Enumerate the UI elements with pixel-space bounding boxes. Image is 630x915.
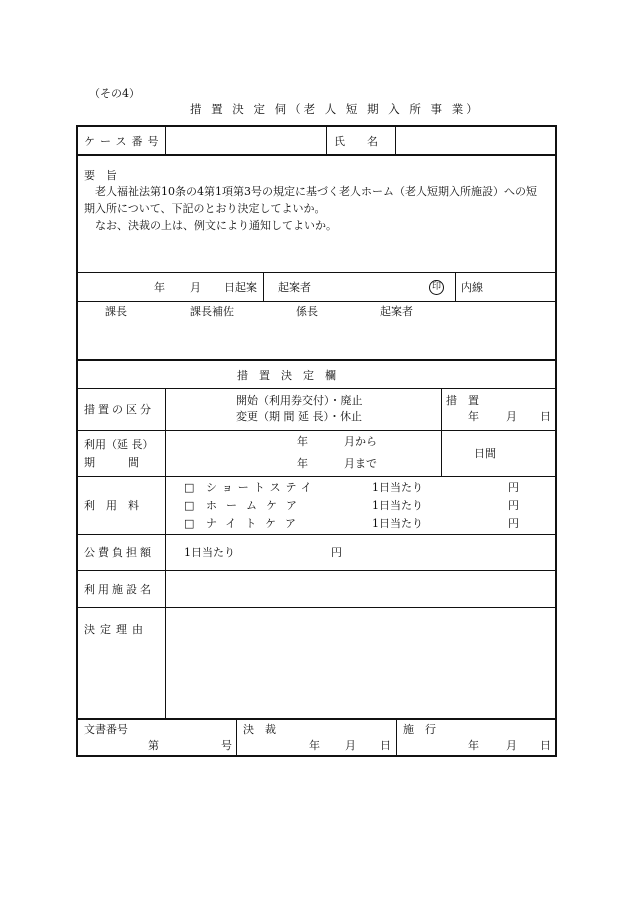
public-cost-per-day: 1日当たり <box>184 546 235 559</box>
divider-summary <box>76 272 557 273</box>
summary-line-2: 期入所について、下記のとおり決定してよいか。 <box>84 202 326 215</box>
period-label-2: 期 間 <box>84 456 139 469</box>
decision-heading: 措 置 決 定 欄 <box>237 369 336 382</box>
fee-service-2: ホームケア <box>206 499 306 512</box>
divider-case <box>76 154 557 156</box>
vline-footer-2 <box>396 718 397 757</box>
divider-category <box>76 430 557 431</box>
approval-day: 日 <box>380 739 391 752</box>
drafter-label: 起案者 <box>278 281 311 294</box>
divider-fee <box>76 534 557 535</box>
measure-year: 年 <box>468 410 479 423</box>
category-option-1: 開始（利用券交付）・廃止 <box>236 394 363 407</box>
fee-checkbox-3[interactable]: □ <box>184 517 195 530</box>
period-label-1: 利用（延 長） <box>84 438 154 451</box>
divider-approvers <box>76 359 557 361</box>
approver-deputy: 課長補佐 <box>190 305 234 318</box>
doc-number-prefix: 第 <box>148 739 159 752</box>
approval-year: 年 <box>309 739 320 752</box>
approval-month: 月 <box>345 739 356 752</box>
fee-unit-3: 円 <box>508 517 519 530</box>
vline-decision-labels <box>165 388 166 718</box>
vline-drafter <box>455 272 456 301</box>
fee-checkbox-1[interactable]: □ <box>184 481 195 494</box>
period-from: 月から <box>344 435 377 448</box>
extension-label: 内線 <box>461 281 483 294</box>
public-cost-unit: 円 <box>331 546 342 559</box>
fee-checkbox-2[interactable]: □ <box>184 499 195 512</box>
summary-line-1: 老人福祉法第10条の4第1項第3号の規定に基づく老人ホーム（老人短期入所施設）への短 <box>84 185 537 198</box>
divider-draft <box>76 301 557 302</box>
period-days: 日間 <box>474 447 496 460</box>
period-to: 月まで <box>344 457 377 470</box>
vline-measure <box>441 388 442 430</box>
category-label: 措置の区分 <box>84 403 154 416</box>
vline-draft-date <box>263 272 264 301</box>
case-number-label: ケース番号 <box>84 135 164 148</box>
approver-section-chief: 係長 <box>296 305 318 318</box>
fee-unit-1: 円 <box>508 481 519 494</box>
vline-case-label <box>165 125 166 154</box>
divider-facility <box>76 607 557 608</box>
enforcement-label: 施 行 <box>403 723 436 736</box>
divider-heading <box>76 388 557 389</box>
measure-label: 措 置 <box>446 394 479 407</box>
fee-per-day-3: 1日当たり <box>372 517 423 530</box>
fee-per-day-2: 1日当たり <box>372 499 423 512</box>
divider-reason <box>76 718 557 720</box>
doc-number-label: 文書番号 <box>84 723 128 736</box>
form-note: （その4） <box>89 87 140 100</box>
enforcement-year: 年 <box>468 739 479 752</box>
fee-unit-2: 円 <box>508 499 519 512</box>
seal-icon: 印 <box>429 280 444 295</box>
reason-label: 決定理由 <box>84 623 148 636</box>
public-cost-label: 公費負担額 <box>84 546 154 559</box>
fee-service-3: ナイトケア <box>206 517 306 530</box>
approver-chief: 課長 <box>105 305 127 318</box>
page-title: 措 置 決 定 伺（老 人 短 期 入 所 事 業） <box>190 102 481 116</box>
approval-label: 決 裁 <box>243 723 276 736</box>
measure-day: 日 <box>540 410 551 423</box>
doc-number-suffix: 号 <box>221 739 232 752</box>
measure-month: 月 <box>506 410 517 423</box>
divider-public-cost <box>76 570 557 571</box>
period-from-year: 年 <box>297 435 308 448</box>
draft-year: 年 <box>154 281 165 294</box>
facility-label: 利用施設名 <box>84 583 154 596</box>
fee-service-1: ショートステイ <box>206 481 317 494</box>
fee-label: 利 用 料 <box>84 499 139 512</box>
enforcement-day: 日 <box>540 739 551 752</box>
vline-footer-1 <box>236 718 237 757</box>
divider-period <box>76 476 557 477</box>
fee-per-day-1: 1日当たり <box>372 481 423 494</box>
name-label: 氏 名 <box>334 135 378 148</box>
period-to-year: 年 <box>297 457 308 470</box>
summary-heading: 要 旨 <box>84 169 117 182</box>
enforcement-month: 月 <box>506 739 517 752</box>
approver-drafter: 起案者 <box>380 305 413 318</box>
vline-name-label <box>395 125 396 154</box>
category-option-2: 変更（期 間 延 長）・休止 <box>236 410 362 423</box>
draft-day: 日起案 <box>224 281 257 294</box>
draft-month: 月 <box>190 281 201 294</box>
vline-days <box>441 430 442 476</box>
vline-case-number <box>326 125 327 154</box>
summary-line-3: なお、決裁の上は、例文により通知してよいか。 <box>84 219 337 232</box>
